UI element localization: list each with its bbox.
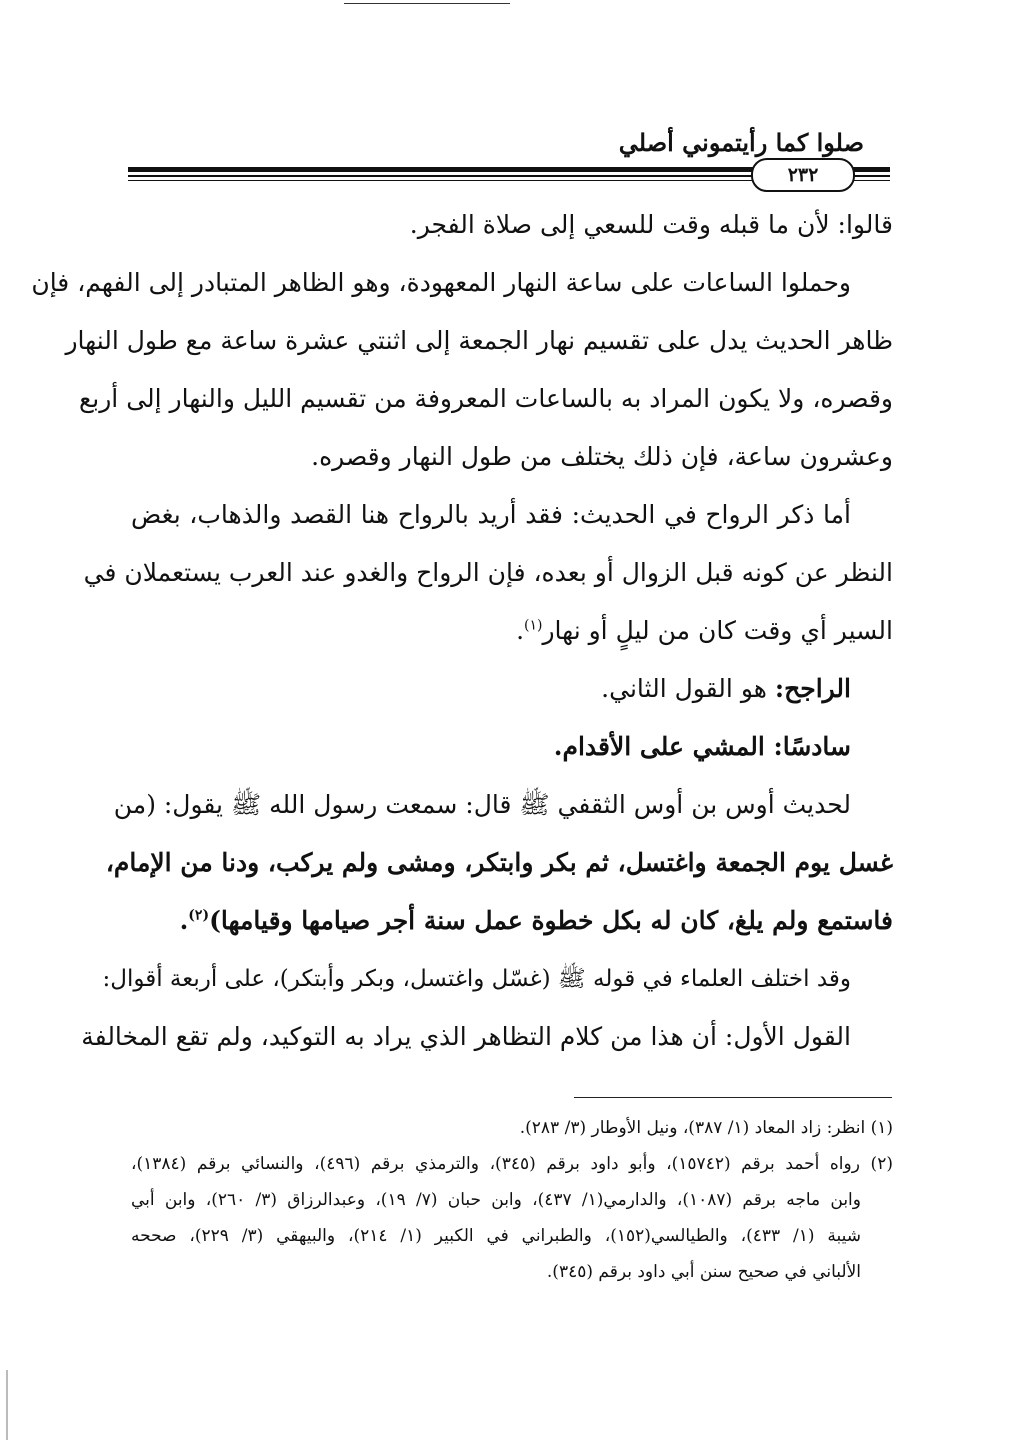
text-line: قالوا: لأن ما قبله وقت للسعي إلى صلاة الفجر. bbox=[409, 210, 893, 239]
footnote-separator bbox=[574, 1097, 892, 1098]
text-line: ظاهر الحديث يدل على تقسيم نهار الجمعة إلى اثنتي عشرة ساعة مع طول النهار bbox=[65, 326, 893, 355]
footnote-ref: (١) bbox=[524, 617, 543, 634]
rajih-label: الراجح: bbox=[774, 674, 851, 703]
page-number-badge: ٢٣٢ bbox=[751, 158, 855, 192]
text-line: أما ذكر الرواح في الحديث: فقد أريد بالرواح هنا القصد والذهاب، بغض bbox=[131, 500, 851, 529]
text-line-content: هو القول الثاني. bbox=[601, 674, 767, 703]
hadith-line: غسل يوم الجمعة واغتسل، ثم بكر وابتكر، ومشى ولم يركب، ودنا من الإمام، bbox=[105, 848, 893, 877]
footnote-2: (٢) رواه أحمد برقم (١٥٧٤٢)، وأبو داود برقم (٣٤٥)، والترمذي برقم (٤٩٦)، والنسائي برقم (١٣٨٤)، bbox=[131, 1154, 893, 1174]
text-line-content: السير أي وقت كان من ليلٍ أو نهار bbox=[542, 616, 893, 645]
main-text bbox=[31, 196, 893, 1066]
footnote-2-continued: وابن ماجه برقم (١٠٨٧)، والدارمي(١/ ٤٣٧)، وابن حبان (٧/ ١٩)، وعبدالرزاق (٣/ ٢٦٠)، وابن أبي bbox=[131, 1190, 861, 1210]
text-line bbox=[131, 660, 893, 718]
line-period: . bbox=[516, 616, 525, 645]
footnote-2-continued: شيبة (١/ ٤٣٣)، والطيالسي(١٥٢)، والطبراني في الكبير (١/ ٢١٤)، والبيهقي (٣/ ٢٢٩)، صححه bbox=[131, 1226, 861, 1246]
top-edge-line bbox=[344, 3, 510, 4]
text-line bbox=[131, 602, 893, 660]
text-line: وحملوا الساعات على ساعة النهار المعهودة، وهو الظاهر المتبادر إلى الفهم، فإن bbox=[31, 268, 851, 297]
line-period: . bbox=[179, 906, 189, 935]
footnote-2-continued: الألباني في صحيح سنن أبي داود برقم (٣٤٥). bbox=[546, 1262, 861, 1282]
text-line-content: فاستمع ولم يلغ، كان له بكل خطوة عمل سنة أجر صيامها وقيامها) bbox=[209, 906, 893, 935]
footnote-1: (١) انظر: زاد المعاد (١/ ٣٨٧)، ونيل الأوطار (٣/ ٢٨٣). bbox=[519, 1118, 893, 1138]
scan-edge-mark bbox=[6, 1370, 8, 1440]
text-line: لحديث أوس بن أوس الثقفي ﷺ قال: سمعت رسول الله ﷺ يقول: (من bbox=[113, 790, 851, 819]
section-heading: سادسًا: المشي على الأقدام. bbox=[553, 732, 851, 761]
text-line: وقصره، ولا يكون المراد به بالساعات المعروفة من تقسيم الليل والنهار إلى أربع bbox=[78, 384, 893, 413]
footnote-ref: (٢) bbox=[188, 907, 210, 924]
book-title: صلوا كما رأيتموني أصلي bbox=[618, 128, 864, 157]
page-header bbox=[128, 124, 890, 194]
footnotes bbox=[131, 1110, 893, 1290]
text-line: النظر عن كونه قبل الزوال أو بعده، فإن الرواح والغدو عند العرب يستعملان في bbox=[83, 558, 893, 587]
text-line: وعشرون ساعة، فإن ذلك يختلف من طول النهار وقصره. bbox=[311, 442, 893, 471]
hadith-line bbox=[131, 892, 893, 950]
text-line: وقد اختلف العلماء في قوله ﷺ (غسّل واغتسل، وبكر وأبتكر)، على أربعة أقوال: bbox=[102, 966, 851, 992]
text-line: القول الأول: أن هذا من كلام التظاهر الذي يراد به التوكيد، ولم تقع المخالفة bbox=[81, 1022, 851, 1051]
